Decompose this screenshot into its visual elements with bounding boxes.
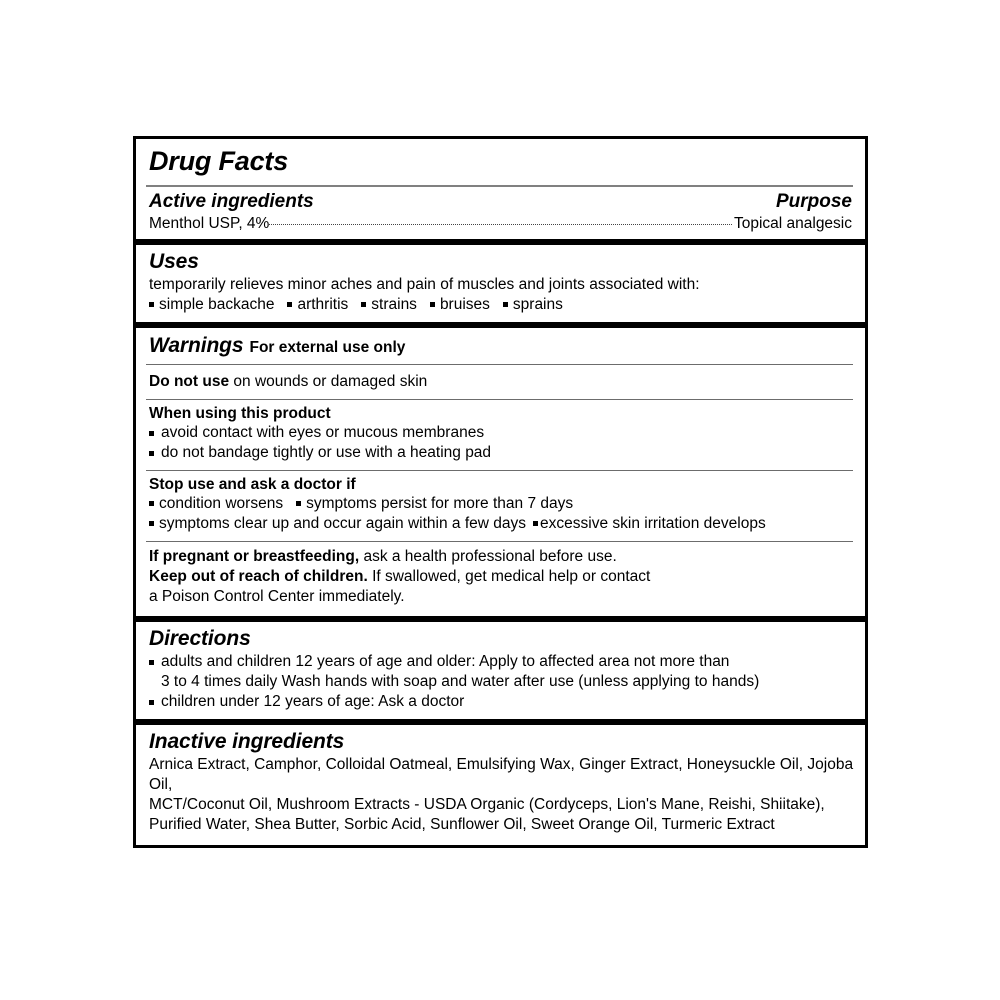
stop-use-line-1 (146, 494, 855, 514)
active-ingredients-heading: Active ingredients (149, 191, 314, 212)
warnings-section (136, 328, 865, 616)
dotted-leader (269, 224, 732, 225)
stop-use-item-3: excessive skin irritation develops (540, 515, 766, 533)
inactive-ingredients-section (136, 725, 865, 844)
when-using-list (146, 423, 855, 463)
stop-use-heading: Stop use and ask a doctor if (149, 476, 356, 494)
do-not-use-block (136, 365, 865, 399)
list-item-continuation: 3 to 4 times daily Wash hands with soap and water after use (unless applying to hands) (161, 672, 760, 690)
active-ingredients-header-row (146, 187, 855, 213)
active-ingredient-row (146, 213, 855, 239)
purpose-heading: Purpose (775, 191, 852, 212)
uses-intro: temporarily relieves minor aches and pain of muscles and joints associated with: (149, 276, 700, 293)
children-text: If swallowed, get medical help or contact (372, 568, 651, 586)
inactive-ingredients-heading: Inactive ingredients (149, 730, 345, 754)
do-not-use-line (146, 365, 855, 399)
stop-use-block (136, 471, 865, 541)
when-using-block (136, 400, 865, 470)
children-line-2: a Poison Control Center immediately. (149, 588, 405, 606)
do-not-use-text: on wounds or damaged skin (233, 372, 428, 390)
active-ingredients-section (136, 187, 865, 239)
active-ingredient-purpose: Topical analgesic (733, 215, 852, 232)
bullet-square-icon (361, 302, 366, 307)
uses-items-row (146, 295, 855, 315)
uses-item-2: strains (371, 295, 417, 313)
warnings-heading-subtitle: For external use only (249, 338, 406, 356)
bullet-square-icon (149, 521, 154, 526)
drug-facts-title-block (136, 139, 865, 185)
pregnancy-label: If pregnant or breastfeeding, (149, 548, 360, 566)
pregnancy-text: ask a health professional before use. (363, 548, 617, 566)
pregnancy-children-block (136, 542, 865, 615)
warnings-heading: Warnings (149, 333, 244, 357)
uses-item-4: sprains (512, 295, 563, 313)
directions-section (136, 622, 865, 719)
children-label: Keep out of reach of children. (149, 568, 368, 586)
directions-list (146, 652, 855, 712)
stop-use-line-2 (146, 514, 855, 534)
bullet-square-icon (503, 302, 508, 307)
list-item: adults and children 12 years of age and older: Apply to affected area not more than (146, 652, 855, 672)
active-ingredient-name: Menthol USP, 4% (149, 215, 270, 232)
list-item: avoid contact with eyes or mucous membranes (146, 423, 855, 443)
drug-facts-panel (133, 136, 868, 848)
when-using-heading: When using this product (149, 404, 331, 422)
inactive-ingredients-line-3: Purified Water, Shea Butter, Sorbic Acid, Sunflower Oil, Sweet Orange Oil, Turmeric Extract (149, 815, 775, 833)
uses-section (136, 245, 865, 322)
uses-item-3: bruises (439, 295, 490, 313)
page-title: Drug Facts (149, 146, 289, 176)
uses-item-0: simple backache (159, 295, 275, 313)
bullet-square-icon (430, 302, 435, 307)
directions-heading: Directions (149, 626, 251, 650)
inactive-ingredients-line-2: MCT/Coconut Oil, Mushroom Extracts - USDA Organic (Cordyceps, Lion's Mane, Reishi, Shiitake), (149, 795, 825, 813)
stop-use-item-2: symptoms clear up and occur again within a few days (159, 515, 527, 533)
inactive-ingredients-line-1: Arnica Extract, Camphor, Colloidal Oatmeal, Emulsifying Wax, Ginger Extract, Honeysuckle Oil, Jojoba Oil, (149, 756, 854, 794)
list-item: children under 12 years of age: Ask a doctor (146, 692, 855, 712)
bullet-square-icon (149, 302, 154, 307)
bullet-square-icon (296, 501, 301, 506)
children-line (146, 567, 855, 587)
uses-item-1: arthritis (297, 295, 349, 313)
list-item: do not bandage tightly or use with a heating pad (146, 443, 855, 463)
do-not-use-label: Do not use (149, 372, 230, 390)
warnings-header-block (136, 328, 865, 364)
uses-heading: Uses (149, 250, 199, 273)
pregnancy-line (146, 547, 855, 567)
stop-use-item-0: condition worsens (159, 495, 284, 513)
bullet-square-icon (533, 521, 538, 526)
stop-use-item-1: symptoms persist for more than 7 days (306, 495, 574, 513)
bullet-square-icon (287, 302, 292, 307)
warnings-header-row (146, 328, 855, 364)
bullet-square-icon (149, 501, 154, 506)
